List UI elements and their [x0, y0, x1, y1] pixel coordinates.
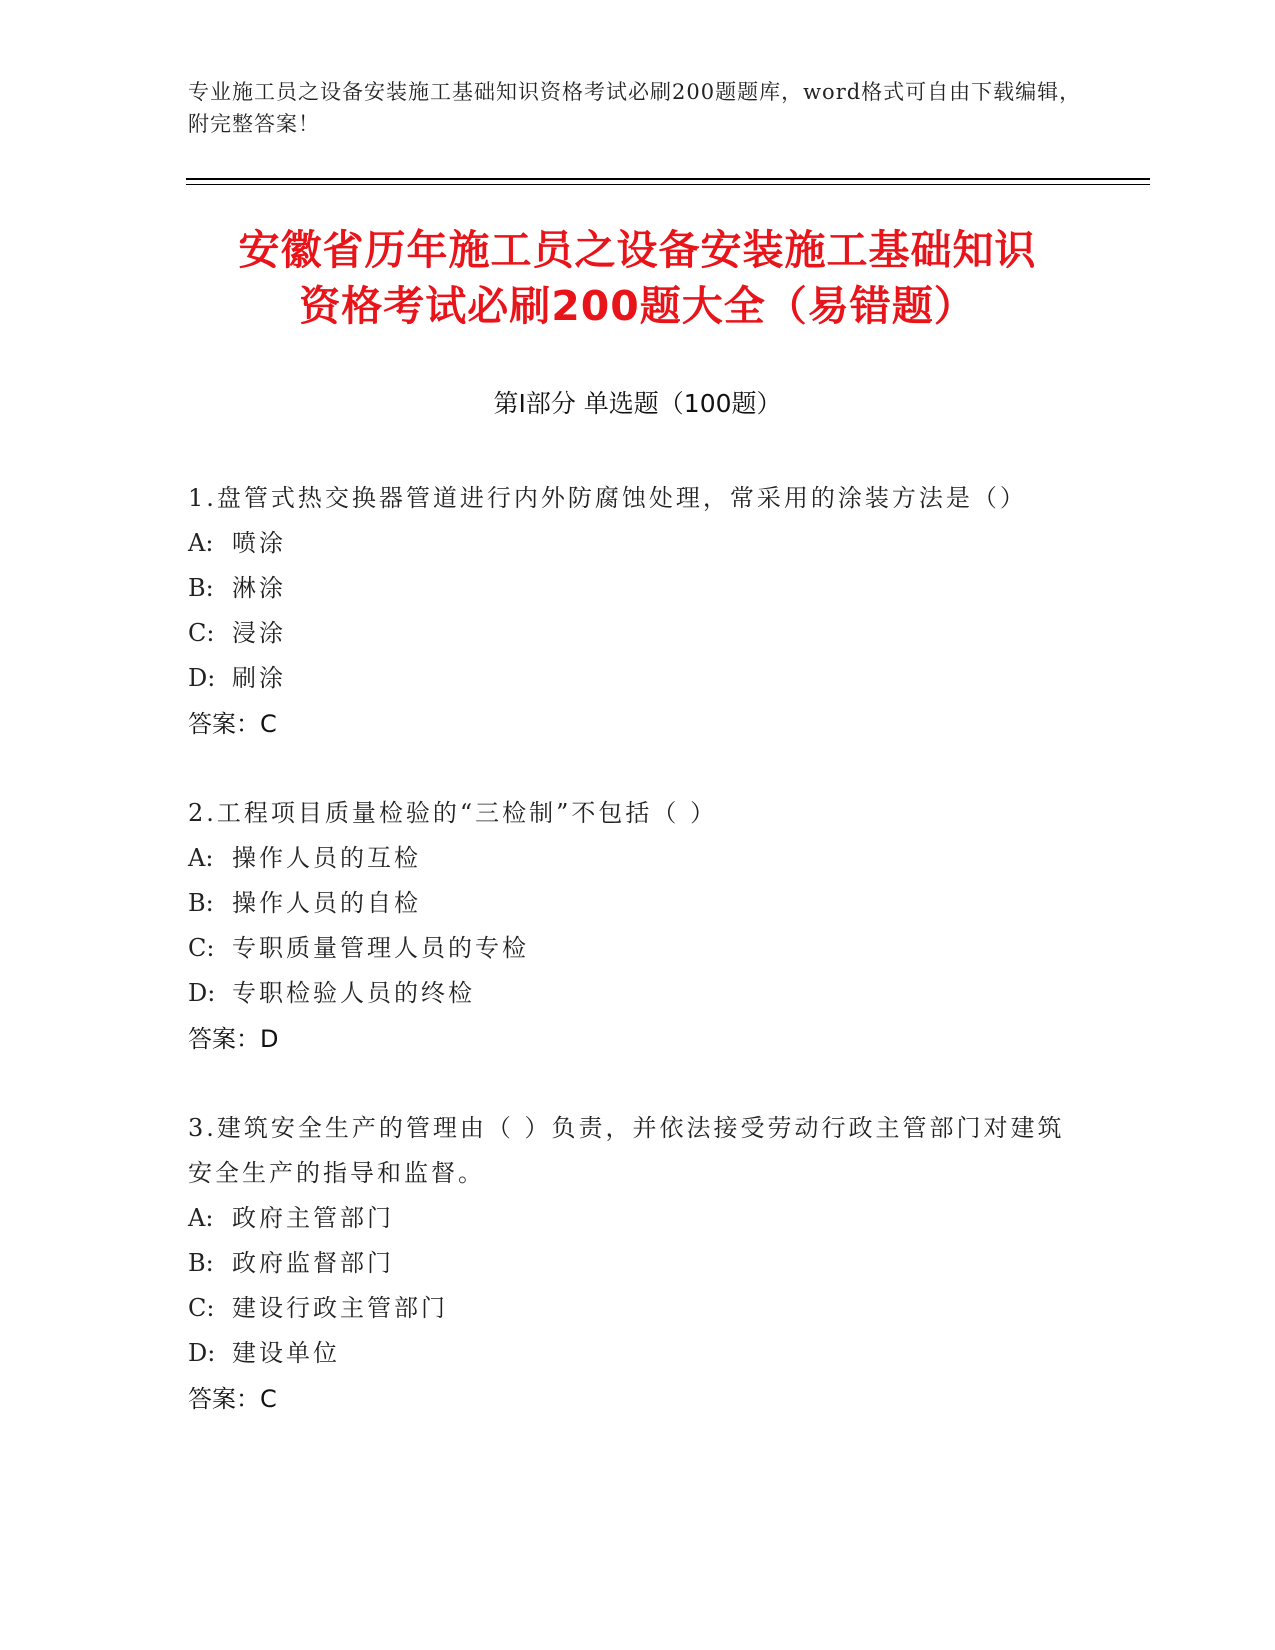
option-text: 淋涂	[232, 574, 286, 602]
option-a	[188, 521, 1088, 566]
question-list	[188, 476, 1088, 1466]
option-c	[188, 1286, 1088, 1331]
document-title	[160, 222, 1115, 334]
question-2	[188, 791, 1088, 1062]
title-line: 资格考试必刷200题大全（易错题）	[299, 282, 976, 330]
header-note: 专业施工员之设备安装施工基础知识资格考试必刷200题题库，word格式可自由下载编辑，附完整答案！	[188, 80, 1082, 136]
answer: 答案：C	[188, 710, 277, 738]
option-a	[188, 1196, 1088, 1241]
option-text: 专职检验人员的终检	[232, 979, 475, 1007]
title-line: 安徽省历年施工员之设备安装施工基础知识	[238, 226, 1037, 274]
option-text: 建设单位	[232, 1339, 340, 1367]
question-stem: 1.盘管式热交换器管道进行内外防腐蚀处理，常采用的涂装方法是（）	[188, 484, 1027, 512]
option-text: 浸涂	[232, 619, 286, 647]
option-text: 刷涂	[232, 664, 286, 692]
option-text: 喷涂	[232, 529, 286, 557]
option-letter: B:	[188, 889, 214, 917]
option-letter: D:	[188, 664, 216, 692]
option-letter: B:	[188, 1249, 214, 1277]
option-letter: D:	[188, 1339, 216, 1367]
option-text: 建设行政主管部门	[232, 1294, 448, 1322]
option-d	[188, 971, 1088, 1016]
option-d	[188, 1331, 1088, 1376]
answer: 答案：C	[188, 1385, 277, 1413]
header-rule-thin	[186, 184, 1150, 185]
option-letter: A:	[188, 844, 214, 872]
option-letter: D:	[188, 979, 216, 1007]
header-rule-thick	[186, 178, 1150, 180]
option-c	[188, 611, 1088, 656]
option-letter: C:	[188, 1294, 215, 1322]
option-b	[188, 881, 1088, 926]
option-text: 操作人员的互检	[232, 844, 421, 872]
option-letter: C:	[188, 619, 215, 647]
option-text: 操作人员的自检	[232, 889, 421, 917]
option-letter: B:	[188, 574, 214, 602]
option-b	[188, 566, 1088, 611]
option-a	[188, 836, 1088, 881]
question-stem: 3.建筑安全生产的管理由（ ）负责，并依法接受劳动行政主管部门对建筑安全生产的指导和监督。	[188, 1114, 1065, 1187]
section-title: 第Ⅰ部分 单选题（100题）	[493, 389, 782, 418]
question-1	[188, 476, 1088, 747]
option-letter: A:	[188, 529, 214, 557]
option-text: 政府监督部门	[232, 1249, 394, 1277]
option-d	[188, 656, 1088, 701]
answer: 答案：D	[188, 1025, 279, 1053]
question-stem: 2.工程项目质量检验的“三检制”不包括（ ）	[188, 799, 718, 827]
option-text: 政府主管部门	[232, 1204, 394, 1232]
question-3	[188, 1106, 1088, 1422]
option-b	[188, 1241, 1088, 1286]
option-c	[188, 926, 1088, 971]
option-letter: A:	[188, 1204, 214, 1232]
option-letter: C:	[188, 934, 215, 962]
option-text: 专职质量管理人员的专检	[232, 934, 529, 962]
